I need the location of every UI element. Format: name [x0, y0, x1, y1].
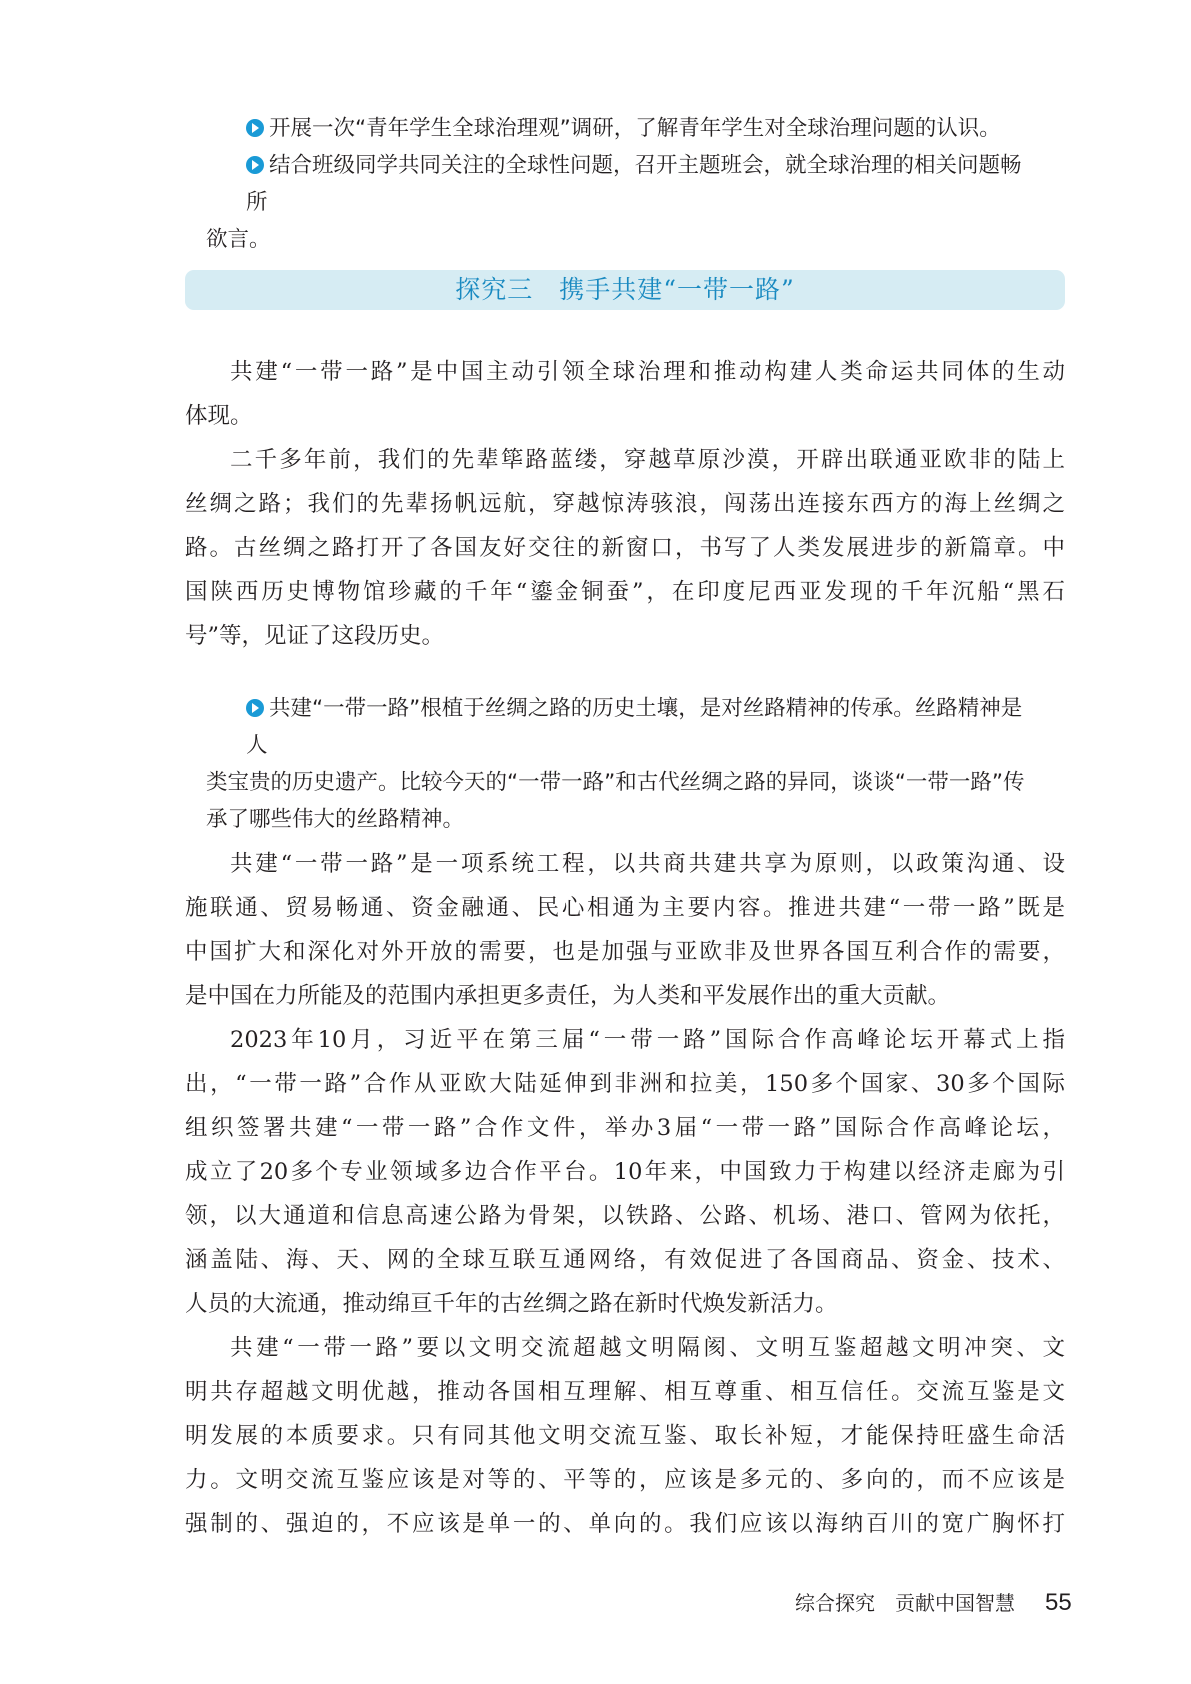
section-title-banner: [185, 270, 1065, 310]
activity-item: 共建“一带一路”根植于丝绸之路的历史土壤，是对丝路精神的传承。丝路精神是人: [246, 696, 1023, 758]
footer-section-title: 综合探究 贡献中国智慧: [795, 1591, 1015, 1615]
activity-item: 结合班级同学共同关注的全球性问题，召开主题班会，就全球治理的相关问题畅所: [246, 153, 1022, 215]
paragraph: 2023年10月，习近平在第三届“一带一路”国际合作高峰论坛开幕式上指 出，“一带一路”合作从亚欧大陆延伸到非洲和拉美，150多个国家、30多个国际 组织签署共建“一带一路”合作文件，举办3届“一带一路”国际合作高峰论坛， 成立了20多个专业领域多边合作平台。10年来，中国致力于构建以经济走廊为引 领，以大通道和信息高速公路为骨架，以铁路、公路、机场、港口、管网为依托， 涵盖陆、海、天、网的全球互联互通网络，有效促进了各国商品、资金、技术、 人员的大流通，推动绵亘千年的古丝绸之路在新时代焕发新活力。: [185, 1027, 1065, 1317]
section-title: 探究三 携手共建“一带一路”: [455, 275, 795, 304]
paragraph: 共建“一带一路”是一项系统工程，以共商共建共享为原则，以政策沟通、设 施联通、贸易畅通、资金融通、民心相通为主要内容。推进共建“一带一路”既是 中国扩大和深化对外开放的需要，也是加强与亚欧非及世界各国互利合作的需要， 是中国在力所能及的范围内承担更多责任，为人类和平发展作出的重大贡献。: [185, 851, 1065, 1009]
paragraph: 共建“一带一路”要以文明交流超越文明隔阂、文明互鉴超越文明冲突、文 明共存超越文明优越，推动各国相互理解、相互尊重、相互信任。交流互鉴是文 明发展的本质要求。只有同其他文明交流互鉴、取长补短，才能保持旺盛生命活 力。文明交流互鉴应该是对等的、平等的，应该是多元的、多向的，而不应该是 强制的、强迫的，不应该是单一的、单向的。我们应该以海纳百川的宽广胸怀打: [185, 1335, 1065, 1537]
page-number: 55: [1045, 1589, 1072, 1616]
paragraph: 共建“一带一路”是中国主动引领全球治理和推动构建人类命运共同体的生动 体现。: [185, 359, 1065, 429]
play-bullet-icon: [246, 156, 264, 174]
paragraph: 二千多年前，我们的先辈筚路蓝缕，穿越草原沙漠，开辟出联通亚欧非的陆上 丝绸之路；我们的先辈扬帆远航，穿越惊涛骇浪，闯荡出连接东西方的海上丝绸之 路。古丝绸之路打开了各国友好交往的新窗口，书写了人类发展进步的新篇章。中 国陕西历史博物馆珍藏的千年“鎏金铜蚕”，在印度尼西亚发现的千年沉船“黑石 号”等，见证了这段历史。: [185, 447, 1065, 649]
page-footer: [795, 1583, 1072, 1623]
activity-box-top: [190, 110, 1030, 258]
play-bullet-icon: [246, 119, 264, 137]
body-text-lower: [185, 842, 1065, 1546]
activity-item: 开展一次“青年学生全球治理观”调研，了解青年学生对全球治理问题的认识。: [190, 110, 1030, 147]
body-text-upper: [185, 350, 1065, 658]
activity-item-continuation: 欲言。: [206, 227, 271, 252]
activity-box-middle: 共建“一带一路”根植于丝绸之路的历史土壤，是对丝路精神的传承。丝路精神是人 类宝贵的历史遗产。比较今天的“一带一路”和古代丝绸之路的异同，谈谈“一带一路”传 承了哪些伟大的丝路精神。: [190, 690, 1030, 838]
play-bullet-icon: [246, 699, 264, 717]
